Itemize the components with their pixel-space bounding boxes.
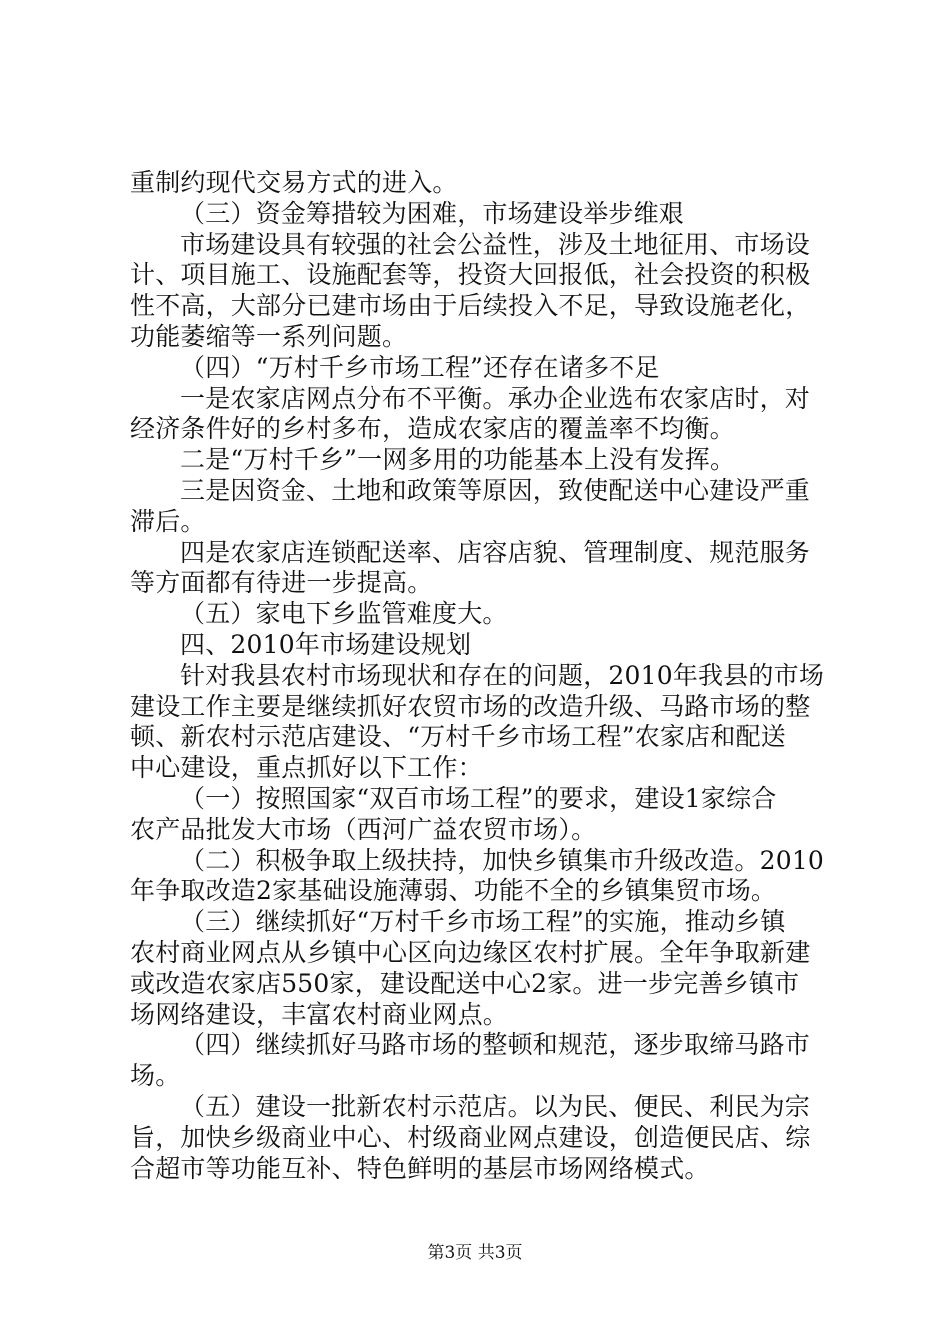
- text-line: （五）家电下乡监管难度大。: [180, 599, 508, 629]
- paragraph: [130, 661, 830, 784]
- paragraph: [130, 1030, 830, 1092]
- text-line: 功能萎缩等一系列问题。: [130, 321, 408, 351]
- section-heading: [130, 599, 830, 630]
- text-line: 针对我县农村市场现状和存在的问题，2010年我县的市场: [180, 660, 825, 690]
- text-line: （三）继续抓好“万村千乡市场工程”的实施，推动乡镇: [180, 907, 786, 937]
- text-line: （四）继续抓好马路市场的整顿和规范，逐步取缔马路市: [180, 1030, 811, 1060]
- text-line: 性不高，大部分已建市场由于后续投入不足，导致设施老化，: [130, 291, 811, 321]
- text-line: 农村商业网点从乡镇中心区向边缘区农村扩展。全年争取新建: [130, 937, 811, 967]
- text-line: 合超市等功能互补、特色鲜明的基层市场网络模式。: [130, 1153, 710, 1183]
- text-line: （五）建设一批新农村示范店。以为民、便民、利民为宗: [180, 1091, 811, 1121]
- page-number: 第3页 共3页: [427, 1243, 523, 1263]
- text-line: 三是因资金、土地和政策等原因，致使配送中心建设严重: [180, 475, 811, 505]
- text-line: 四是农家店连锁配送率、店容店貌、管理制度、规范服务: [180, 537, 811, 567]
- text-line: 顿、新农村示范店建设、“万村千乡市场工程”农家店和配送: [130, 722, 786, 752]
- text-line: 市场建设具有较强的社会公益性，涉及土地征用、市场设: [180, 229, 811, 259]
- text-line: 建设工作主要是继续抓好农贸市场的改造升级、马路市场的整: [130, 691, 811, 721]
- paragraph: [130, 846, 830, 908]
- paragraph: [130, 538, 830, 600]
- paragraph: [130, 784, 830, 846]
- text-line: 经济条件好的乡村多布，造成农家店的覆盖率不均衡。: [130, 414, 735, 444]
- paragraph: [130, 1092, 830, 1184]
- text-line: 场网络建设，丰富农村商业网点。: [130, 999, 509, 1029]
- text-line: 中心建设，重点抓好以下工作：: [130, 753, 483, 783]
- text-line: 旨，加快乡级商业中心、村级商业网点建设，创造便民店、综: [130, 1122, 811, 1152]
- text-line: 重制约现代交易方式的进入。: [130, 168, 458, 197]
- text-line: 年争取改造2家基础设施薄弱、功能不全的乡镇集贸市场。: [130, 876, 777, 906]
- text-line: （四）“万村千乡市场工程”还存在诸多不足: [180, 352, 660, 382]
- paragraph: [130, 384, 830, 446]
- text-line: （一）按照国家“双百市场工程”的要求，建设1家综合: [180, 783, 777, 813]
- paragraph: [130, 445, 830, 476]
- text-line: 农产品批发大市场（西河广益农贸市场）。: [130, 814, 597, 844]
- paragraph: [130, 476, 830, 538]
- text-line: 二是“万村千乡”一网多用的功能基本上没有发挥。: [180, 445, 736, 475]
- text-line: （三）资金筹措较为困难，市场建设举步维艰: [180, 198, 685, 228]
- text-line: 或改造农家店550家，建设配送中心2家。进一步完善乡镇市: [130, 968, 800, 998]
- page-footer: [0, 1242, 950, 1264]
- section-heading: [130, 630, 830, 661]
- section-heading: [130, 199, 830, 230]
- text-line: 计、项目施工、设施配套等，投资大回报低，社会投资的积极: [130, 260, 811, 290]
- document-body: [130, 168, 830, 1184]
- text-line: 一是农家店网点分布不平衡。承办企业选布农家店时，对: [180, 383, 811, 413]
- section-heading: [130, 353, 830, 384]
- text-line: 等方面都有待进一步提高。: [130, 568, 433, 598]
- text-line: 滞后。: [130, 506, 206, 536]
- text-line: 四、2010年市场建设规划: [180, 629, 472, 659]
- text-line: 场。: [130, 1061, 181, 1091]
- paragraph: [130, 230, 830, 353]
- paragraph: [130, 168, 830, 199]
- paragraph: [130, 907, 830, 1030]
- text-line: （二）积极争取上级扶持，加快乡镇集市升级改造。2010: [180, 845, 825, 875]
